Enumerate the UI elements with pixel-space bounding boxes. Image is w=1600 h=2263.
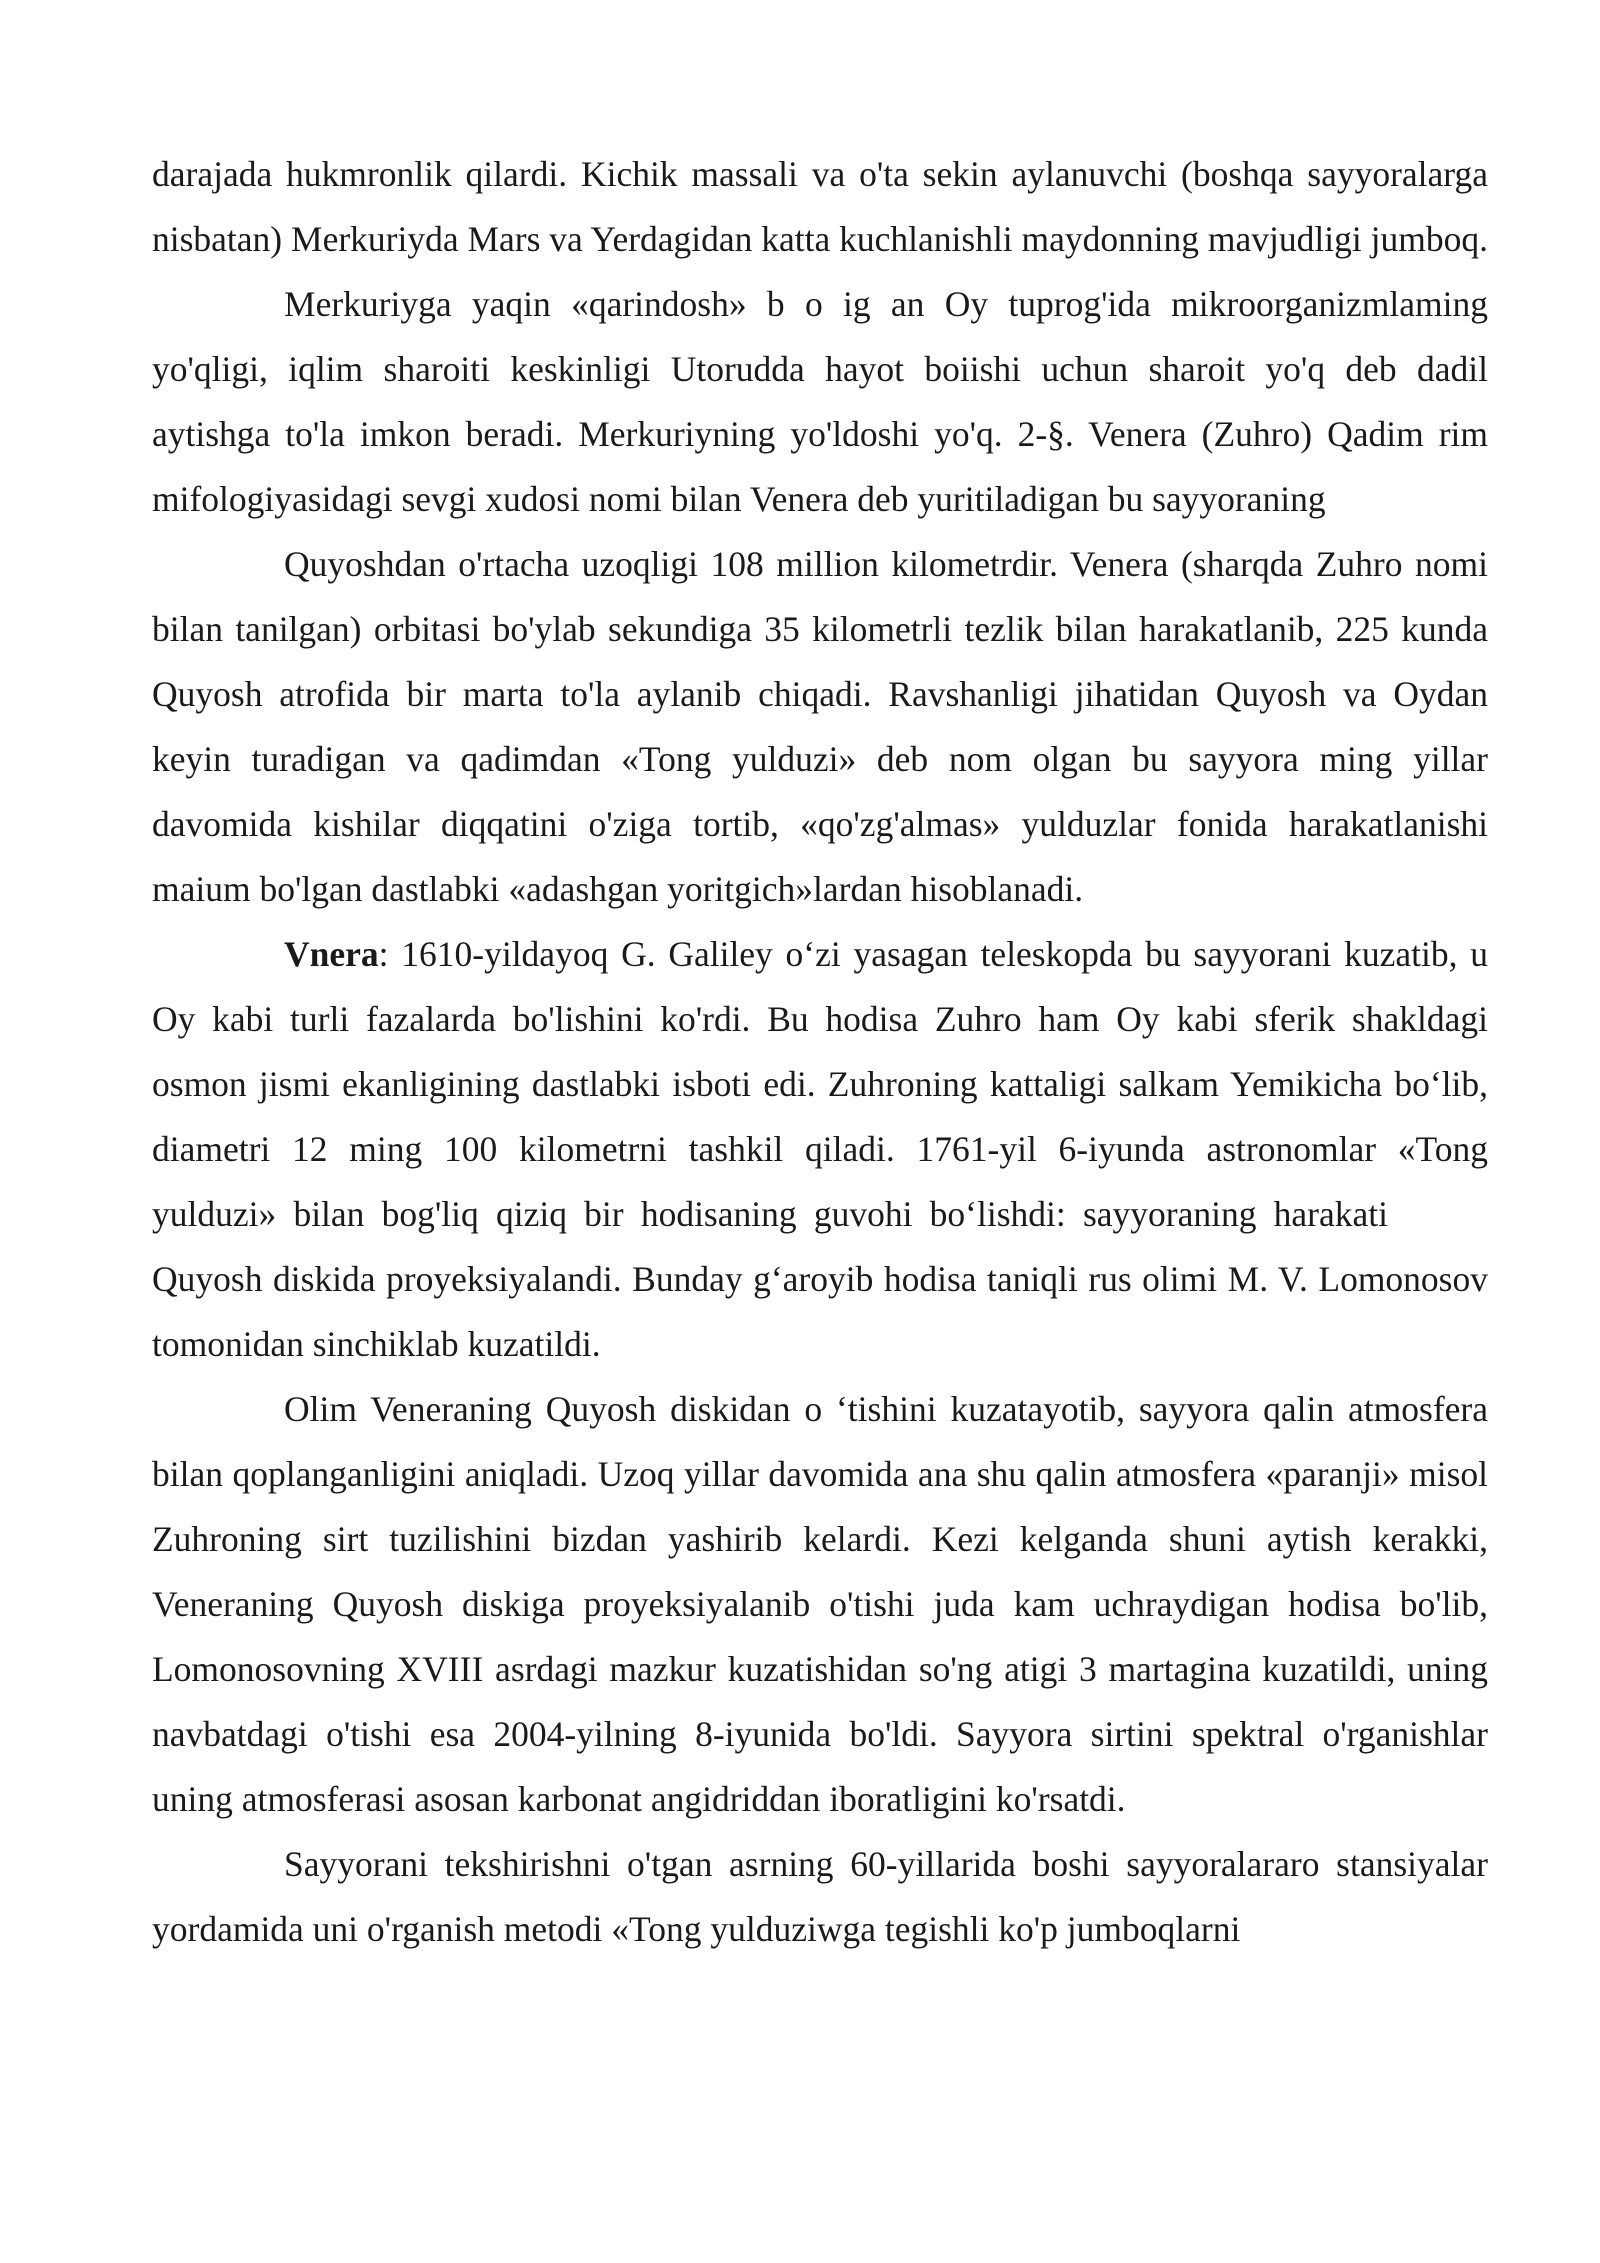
paragraph-1: darajada hukmronlik qilardi. Kichik massali va o'ta sekin aylanuvchi (boshqa sayyoralarga nisbatan) Merkuriyda Mars va Yerdagidan katta kuchlanishli maydonning mavjudligi jumboq.: [152, 154, 1488, 259]
paragraph-4-text-b: Quyosh diskida proyeksiyalandi. Bunday g‘aroyib hodisa taniqli rus olimi M. V. Lomonosov tomonidan sinchiklab kuzatildi.: [152, 1259, 1488, 1364]
paragraph-2: Merkuriyga yaqin «qarindosh» b o ig an Oy tuprog'ida mikroorganizmlaming yo'qligi, iqlim sharoiti keskinligi Utorudda hayot boiishi uchun sharoit yo'q deb dadil aytishga to'la imkon beradi. Merkuriyning yo'ldoshi yo'q. 2-§. Venera (Zuhro) Qadim rim mifologiyasidagi sevgi xudosi nomi bilan Venera deb yuritiladigan bu sayyoraning: [152, 284, 1488, 519]
paragraph-5: Olim Veneraning Quyosh diskidan o ‘tishini kuzatayotib, sayyora qalin atmosfera bilan qoplanganligini aniqladi. Uzoq yillar davomida ana shu qalin atmosfera «paranji» misol Zuhroning sirt tuzilishini bizdan yashirib kelardi. Kezi kelganda shuni aytish kerakki, Veneraning Quyosh diskiga proyeksiyalanib o'tishi juda kam uchraydigan hodisa bo'lib, Lomonosovning XVIII asrdagi mazkur kuzatishidan so'ng atigi 3 martagina kuzatildi, uning navbatdagi o'tishi esa 2004-yilning 8-iyunida bo'ldi. Sayyora sirtini spektral o'rganishlar uning atmosferasi asosan karbonat angidriddan iboratligini ko'rsatdi.: [152, 1389, 1488, 1819]
document-body: [152, 142, 1488, 1962]
paragraph-6: Sayyorani tekshirishni o'tgan asrning 60-yillarida boshi sayyoralararo stansiyalar yordamida uni o'rganish metodi «Tong yulduziwga tegishli ko'p jumboqlarni: [152, 1844, 1488, 1949]
paragraph-4-text-a: : 1610-yildayoq G. Galiley o‘zi yasagan teleskopda bu sayyorani kuzatib, u Oy kabi turli fazalarda bo'lishini ko'rdi. Bu hodisa Zuhro ham Oy kabi sferik shakldagi osmon jismi ekanligining dastlabki isboti edi. Zuhroning kattaligi salkam Yemikicha bo‘lib, diametri 12 ming 100 kilometrni tashkil qiladi. 1761-yil 6-iyunda astronomlar «Tong yulduzi» bilan bog'liq qiziq bir hodisaning guvohi bo‘lishdi: sayyoraning harakati: [152, 934, 1488, 1234]
paragraph-4: [152, 922, 1488, 1377]
venera-bold-heading: Vnera: [284, 934, 379, 974]
paragraph-3: Quyoshdan o'rtacha uzoqligi 108 million kilometrdir. Venera (sharqda Zuhro nomi bilan tanilgan) orbitasi bo'ylab sekundiga 35 kilometrli tezlik bilan harakatlanib, 225 kunda Quyosh atrofida bir marta to'la aylanib chiqadi. Ravshanligi jihatidan Quyosh va Oydan keyin turadigan va qadimdan «Tong yulduzi» deb nom olgan bu sayyora ming yillar davomida kishilar diqqatini o'ziga tortib, «qo'zg'almas» yulduzlar fonida harakatlanishi maium bo'lgan dastlabki «adashgan yoritgich»lardan hisoblanadi.: [152, 544, 1488, 909]
